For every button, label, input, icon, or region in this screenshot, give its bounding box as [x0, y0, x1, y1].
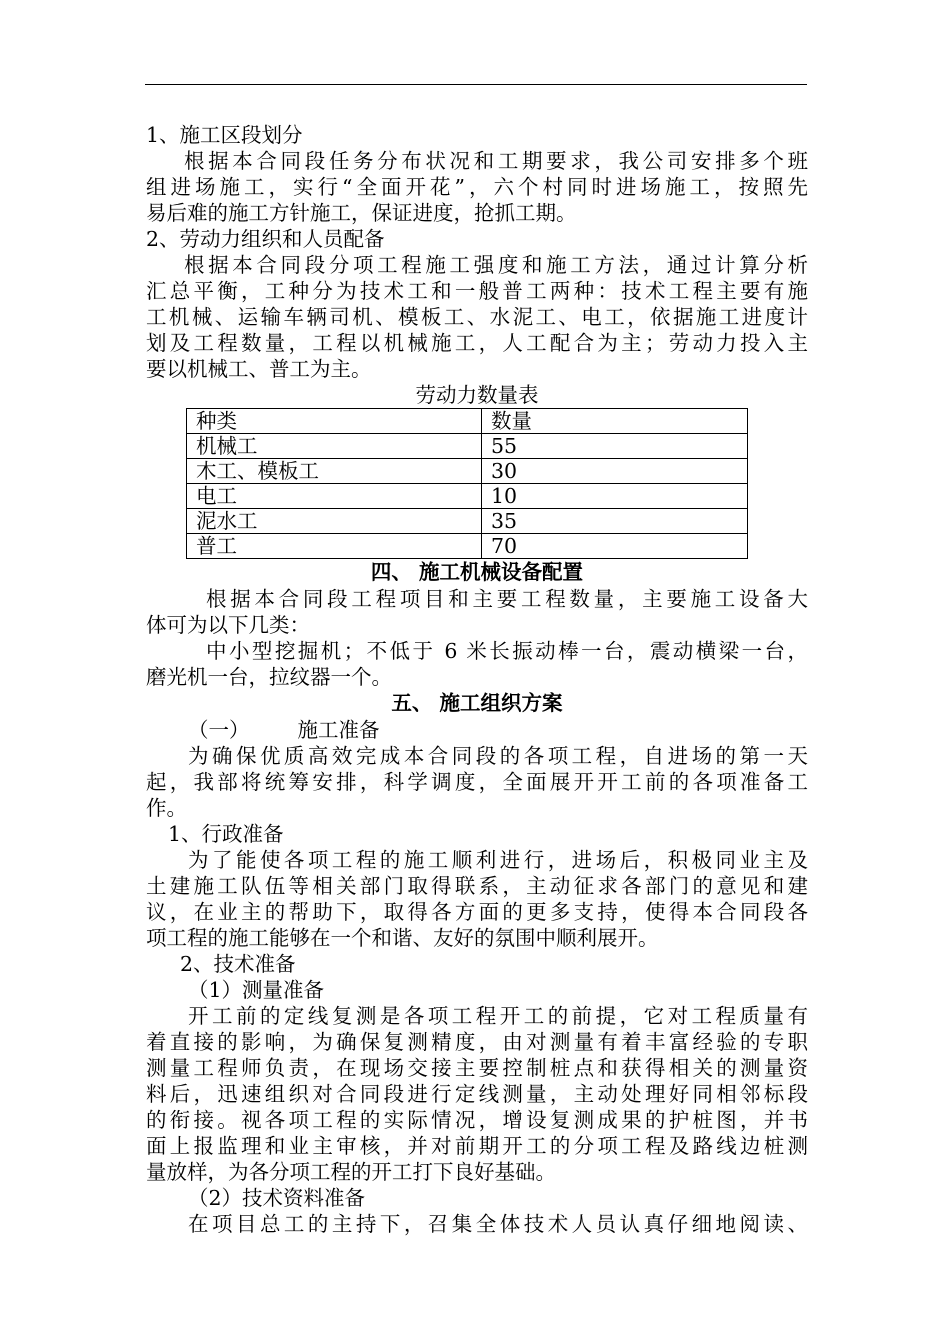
paragraph-line: 根据本合同段工程项目和主要工程数量，主要施工设备大	[206, 587, 808, 611]
paragraph-line: 面上报监理和业主审核，并对前期开工的分项工程及路线边桩测	[146, 1134, 808, 1158]
table-row	[187, 459, 748, 484]
paragraph-line: 测量工程师负责，在现场交接主要控制桩点和获得相关的测量资	[146, 1056, 808, 1080]
paragraph-line: 土建施工队伍等相关部门取得联系，主动征求各部门的意见和建	[146, 874, 808, 898]
table-header-row	[187, 409, 748, 434]
paragraph-line: 料后，迅速组织对合同段进行定线测量，主动处理好同相邻标段	[146, 1082, 808, 1106]
paragraph-line: 磨光机一台，拉纹器一个。	[146, 665, 392, 689]
table-header-cell: 种类	[187, 409, 482, 434]
table-header-cell: 数量	[482, 409, 748, 434]
table-cell: 30	[482, 459, 748, 484]
paragraph-line: 为了能使各项工程的施工顺利进行，进场后，积极同业主及	[188, 848, 808, 872]
subsection-number: （一）	[188, 718, 250, 742]
subsection-title: 1、行政准备	[168, 822, 284, 846]
paragraph-line: 在项目总工的主持下，召集全体技术人员认真仔细地阅读、	[188, 1212, 808, 1236]
table-caption: 劳动力数量表	[415, 383, 539, 407]
paragraph-line: 项工程的施工能够在一个和谐、友好的氛围中顺利展开。	[146, 926, 659, 950]
table-cell: 55	[482, 434, 748, 459]
table-cell: 10	[482, 484, 748, 509]
subsection-title	[146, 717, 808, 743]
subsection-title: （2）技术资料准备	[188, 1186, 366, 1210]
paragraph-line: 起，我部将统筹安排，科学调度，全面展开开工前的各项准备工	[146, 770, 808, 794]
paragraph-line: 根据本合同段任务分布状况和工期要求，我公司安排多个班	[184, 149, 808, 173]
table-row	[187, 484, 748, 509]
paragraph-line: 量放样，为各分项工程的开工打下良好基础。	[146, 1160, 556, 1184]
paragraph-line: 着直接的影响，为确保复测精度，由对测量有着丰富经验的专职	[146, 1030, 808, 1054]
table-row	[187, 434, 748, 459]
table-cell: 木工、模板工	[187, 459, 482, 484]
paragraph-line: 议，在业主的帮助下，取得各方面的更多支持，使得本合同段各	[146, 900, 808, 924]
table-cell: 普工	[187, 534, 482, 559]
subsection-title: （1）测量准备	[188, 978, 325, 1002]
subsection-title: 2、技术准备	[180, 952, 296, 976]
subsection-label: 施工准备	[297, 718, 380, 742]
table-row	[187, 534, 748, 559]
paragraph-line: 的衔接。视各项工程的实际情况，增设复测成果的护桩图，并书	[146, 1108, 808, 1132]
paragraph-line: 工机械、运输车辆司机、模板工、水泥工、电工，依据施工进度计	[146, 305, 808, 329]
labor-table	[186, 408, 748, 559]
paragraph-line: 汇总平衡，工种分为技术工和一般普工两种：技术工程主要有施	[146, 279, 808, 303]
header-rule	[145, 84, 807, 85]
table-cell: 70	[482, 534, 748, 559]
table-row	[187, 509, 748, 534]
section-heading: 五、 施工组织方案	[391, 691, 563, 715]
paragraph-line: 组进场施工，实行“全面开花”，六个村同时进场施工，按照先	[146, 175, 808, 199]
paragraph-line: 易后难的施工方针施工，保证进度，抢抓工期。	[146, 201, 577, 225]
paragraph-line: 开工前的定线复测是各项工程开工的前提，它对工程质量有	[188, 1004, 808, 1028]
paragraph-line: 中小型挖掘机；不低于 6 米长振动棒一台，震动横梁一台，	[206, 639, 808, 663]
section-title: 1、施工区段划分	[146, 123, 303, 147]
paragraph-line: 作。	[146, 796, 187, 820]
table-cell: 机械工	[187, 434, 482, 459]
table-cell: 35	[482, 509, 748, 534]
section-title: 2、劳动力组织和人员配备	[146, 227, 385, 251]
paragraph-line: 为确保优质高效完成本合同段的各项工程，自进场的第一天	[188, 744, 808, 768]
table-cell: 电工	[187, 484, 482, 509]
paragraph-line: 根据本合同段分项工程施工强度和施工方法，通过计算分析	[184, 253, 808, 277]
document-body	[146, 122, 808, 1237]
table-cell: 泥水工	[187, 509, 482, 534]
paragraph-line: 要以机械工、普工为主。	[146, 357, 372, 381]
paragraph-line: 划及工程数量，工程以机械施工，人工配合为主；劳动力投入主	[146, 331, 808, 355]
paragraph-line: 体可为以下几类：	[146, 613, 310, 637]
section-heading: 四、 施工机械设备配置	[370, 560, 584, 584]
